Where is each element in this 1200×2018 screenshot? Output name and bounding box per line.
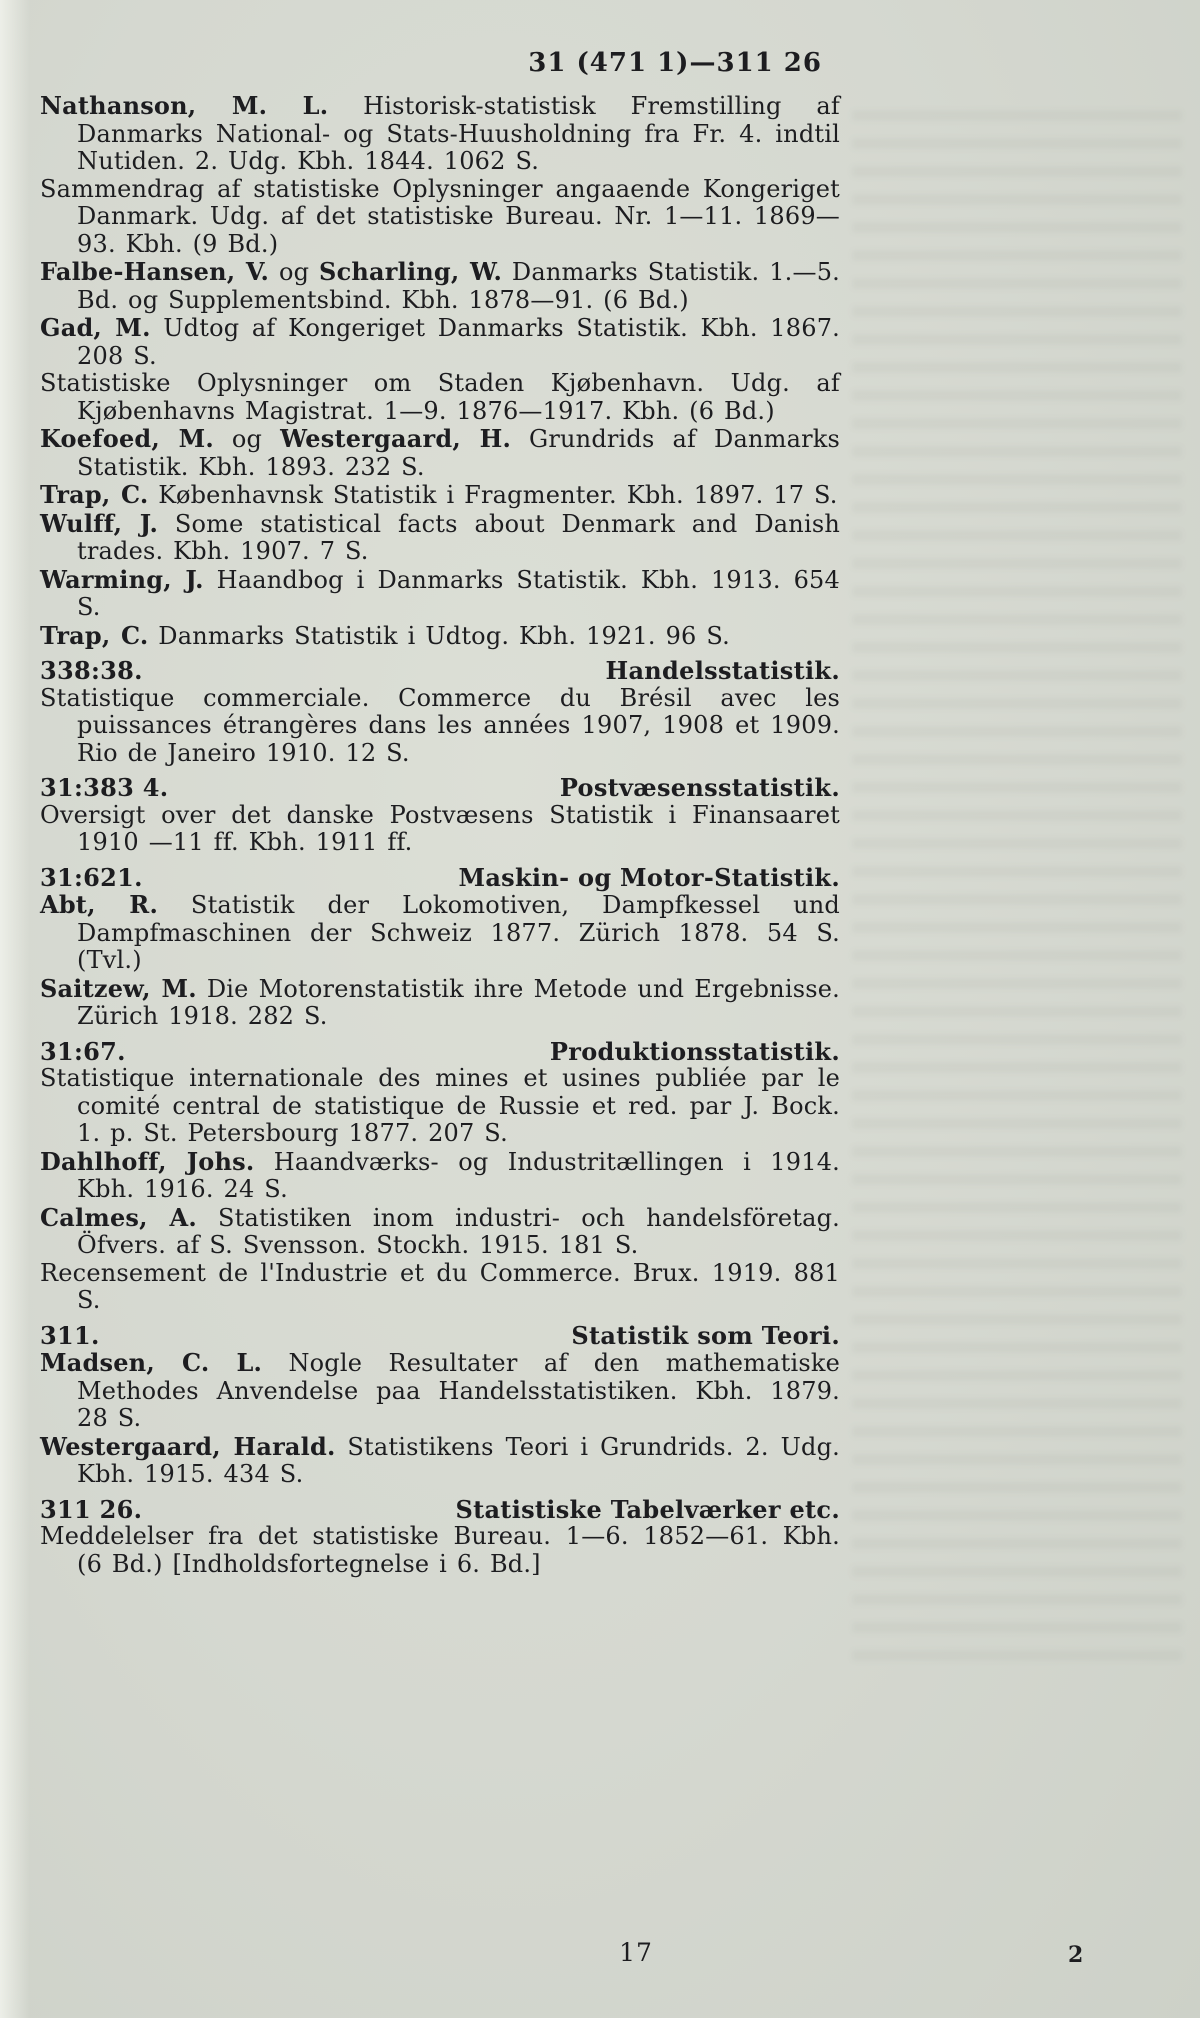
bibliography-entry [40, 176, 840, 259]
entry-text: Statistikens Teori i Grundrids. 2. Udg. Kbh. 1915. 434 S. [77, 1432, 840, 1488]
entry-text: Statistiske Oplysninger om Staden Kjøbenhavn. Udg. af Kjøbenhavns Magistrat. 1—9. 1876—1917. Kbh. (6 Bd.) [40, 369, 840, 425]
author-name: Nathanson, M. L. [40, 91, 329, 120]
section-classification-number: 311 26. [40, 1494, 143, 1524]
section-classification-number: 338:38. [40, 656, 143, 685]
bibliography-entry [40, 1433, 840, 1489]
entry-text: Meddelelser fra det statistiske Bureau. 1—6. 1852—61. Kbh. (6 Bd.) [Indholdsfortegnelse i 6. Bd.] [40, 1522, 840, 1578]
section-heading [40, 774, 840, 802]
section-heading [40, 1496, 840, 1524]
bibliography-list [40, 92, 840, 1578]
author-name: Scharling, W. [319, 257, 503, 286]
bibliography-entry [40, 1260, 840, 1315]
author-name: Trap, C. [40, 480, 149, 509]
author-name: Calmes, A. [40, 1202, 197, 1232]
author-name: Koefoed, M. [40, 424, 214, 453]
entry-text: Danmarks Statistik. 1.—5. Bd. og Supplementsbind. Kbh. 1878—91. (6 Bd.) [77, 258, 840, 314]
entry-text: Danmarks Statistik i Udtog. Kbh. 1921. 96 S. [148, 621, 730, 650]
entry-text: Nogle Resultater af den mathematiske Methodes Anvendelse paa Handelsstatistiken. Kbh. 1879. 28 S. [77, 1349, 840, 1432]
reverse-side-bleedthrough [852, 110, 1182, 1670]
bibliography-entry [40, 258, 840, 314]
bibliography-entry [40, 370, 840, 425]
section-title: Handelsstatistik. [605, 656, 840, 685]
bibliography-entry [40, 975, 840, 1031]
bibliography-entry [40, 314, 840, 370]
section-title: Statistik som Teori. [571, 1320, 840, 1350]
entry-text: Københavnsk Statistik i Fragmenter. Kbh. 1897. 17 S. [148, 481, 838, 509]
author-name: Madsen, C. L. [40, 1348, 263, 1377]
entry-text: Recensement de l'Industrie et du Commerce. Brux. 1919. 881 S. [40, 1258, 840, 1314]
section-title: Produktionsstatistik. [549, 1036, 840, 1066]
page-number: 17 [619, 1938, 653, 1967]
page-left-edge-highlight [0, 0, 30, 2018]
bibliography-entry [40, 481, 840, 510]
entry-text: Oversigt over det danske Postvæsens Statistik i Finansaaret 1910 —11 ff. Kbh. 1911 ff. [40, 800, 840, 856]
bibliography-entry [40, 1148, 840, 1204]
signature-mark: 2 [1068, 1942, 1084, 1968]
author-name: Warming, J. [40, 564, 204, 594]
entry-text: Udtog af Kongeriget Danmarks Statistik. Kbh. 1867. 208 S. [77, 314, 840, 370]
author-name: Westergaard, H. [280, 424, 512, 453]
section-title: Maskin- og Motor-Statistik. [458, 862, 840, 892]
bibliography-entry [40, 92, 840, 176]
entry-text: Some statistical facts about Denmark and Danish trades. Kbh. 1907. 7 S. [77, 509, 840, 565]
bibliography-entry [40, 510, 840, 566]
bibliography-entry [40, 802, 840, 857]
author-name: Saitzew, M. [40, 973, 197, 1003]
entry-text: Statistique internationale des mines et usines publiée par le comité central de statistique de Russie et red. par J. Bock. 1. p. St. Petersbourg 1877. 207 S. [40, 1064, 840, 1147]
section-classification-number: 31:383 4. [40, 773, 169, 802]
author-name: Gad, M. [40, 313, 151, 342]
author-name: Abt, R. [40, 890, 158, 919]
section-heading [40, 1038, 840, 1066]
entry-text: Haandværks- og Industritællingen i 1914. Kbh. 1916. 24 S. [77, 1147, 840, 1203]
entry-text: Die Motorenstatistik ihre Metode und Ergebnisse. Zürich 1918. 282 S. [77, 974, 840, 1030]
section-classification-number: 31:67. [40, 1036, 126, 1066]
author-name: Dahlhoff, Johs. [40, 1146, 255, 1176]
entry-text: Statistiken inom industri- och handelsföretag. Öfvers. af S. Svensson. Stockh. 1915. 181 S. [77, 1203, 840, 1259]
author-name: Falbe-Hansen, V. [40, 257, 270, 286]
running-head-classification-code: 31 (471 1)—311 26 [528, 48, 822, 78]
bibliography-entry [40, 891, 840, 975]
entry-text: og [213, 425, 281, 453]
bibliography-entry [40, 685, 840, 768]
entry-text: Haandbog i Danmarks Statistik. Kbh. 1913. 654 S. [77, 565, 840, 621]
section-title: Postvæsensstatistik. [559, 773, 840, 802]
bibliography-entry [40, 1065, 840, 1148]
author-name: Westergaard, Harald. [40, 1431, 336, 1461]
entry-text: Historisk-statistisk Fremstilling af Danmarks National- og Stats-Huusholdning fra Fr. 4. indtil Nutiden. 2. Udg. Kbh. 1844. 1062 S. [77, 92, 840, 175]
bibliography-entry [40, 1349, 840, 1433]
section-classification-number: 31:621. [40, 862, 143, 892]
bibliography-entry [40, 1204, 840, 1260]
author-name: Wulff, J. [40, 508, 159, 538]
bibliography-entry [40, 1523, 840, 1578]
bibliography-entry [40, 622, 840, 651]
bibliography-entry [40, 425, 840, 481]
entry-text: og [269, 258, 320, 286]
entry-text: Sammendrag af statistiske Oplysninger angaaende Kongeriget Danmark. Udg. af det statistiske Bureau. Nr. 1—11. 1869—93. Kbh. (9 Bd.) [40, 174, 840, 258]
author-name: Trap, C. [40, 620, 149, 650]
section-title: Statistiske Tabelværker etc. [455, 1494, 840, 1524]
entry-text: Statistique commerciale. Commerce du Brésil avec les puissances étrangères dans les années 1907, 1908 et 1909. Rio de Janeiro 1910. 12 S. [40, 683, 840, 767]
section-heading [40, 657, 840, 685]
section-classification-number: 311. [40, 1320, 100, 1350]
entry-text: Statistik der Lokomotiven, Dampfkessel und Dampfmaschinen der Schweiz 1877. Zürich 1878. 54 S. (Tvl.) [77, 891, 840, 974]
section-heading [40, 1322, 840, 1350]
entry-text: Grundrids af Danmarks Statistik. Kbh. 1893. 232 S. [77, 425, 841, 481]
section-heading [40, 864, 840, 892]
bibliography-entry [40, 566, 840, 622]
